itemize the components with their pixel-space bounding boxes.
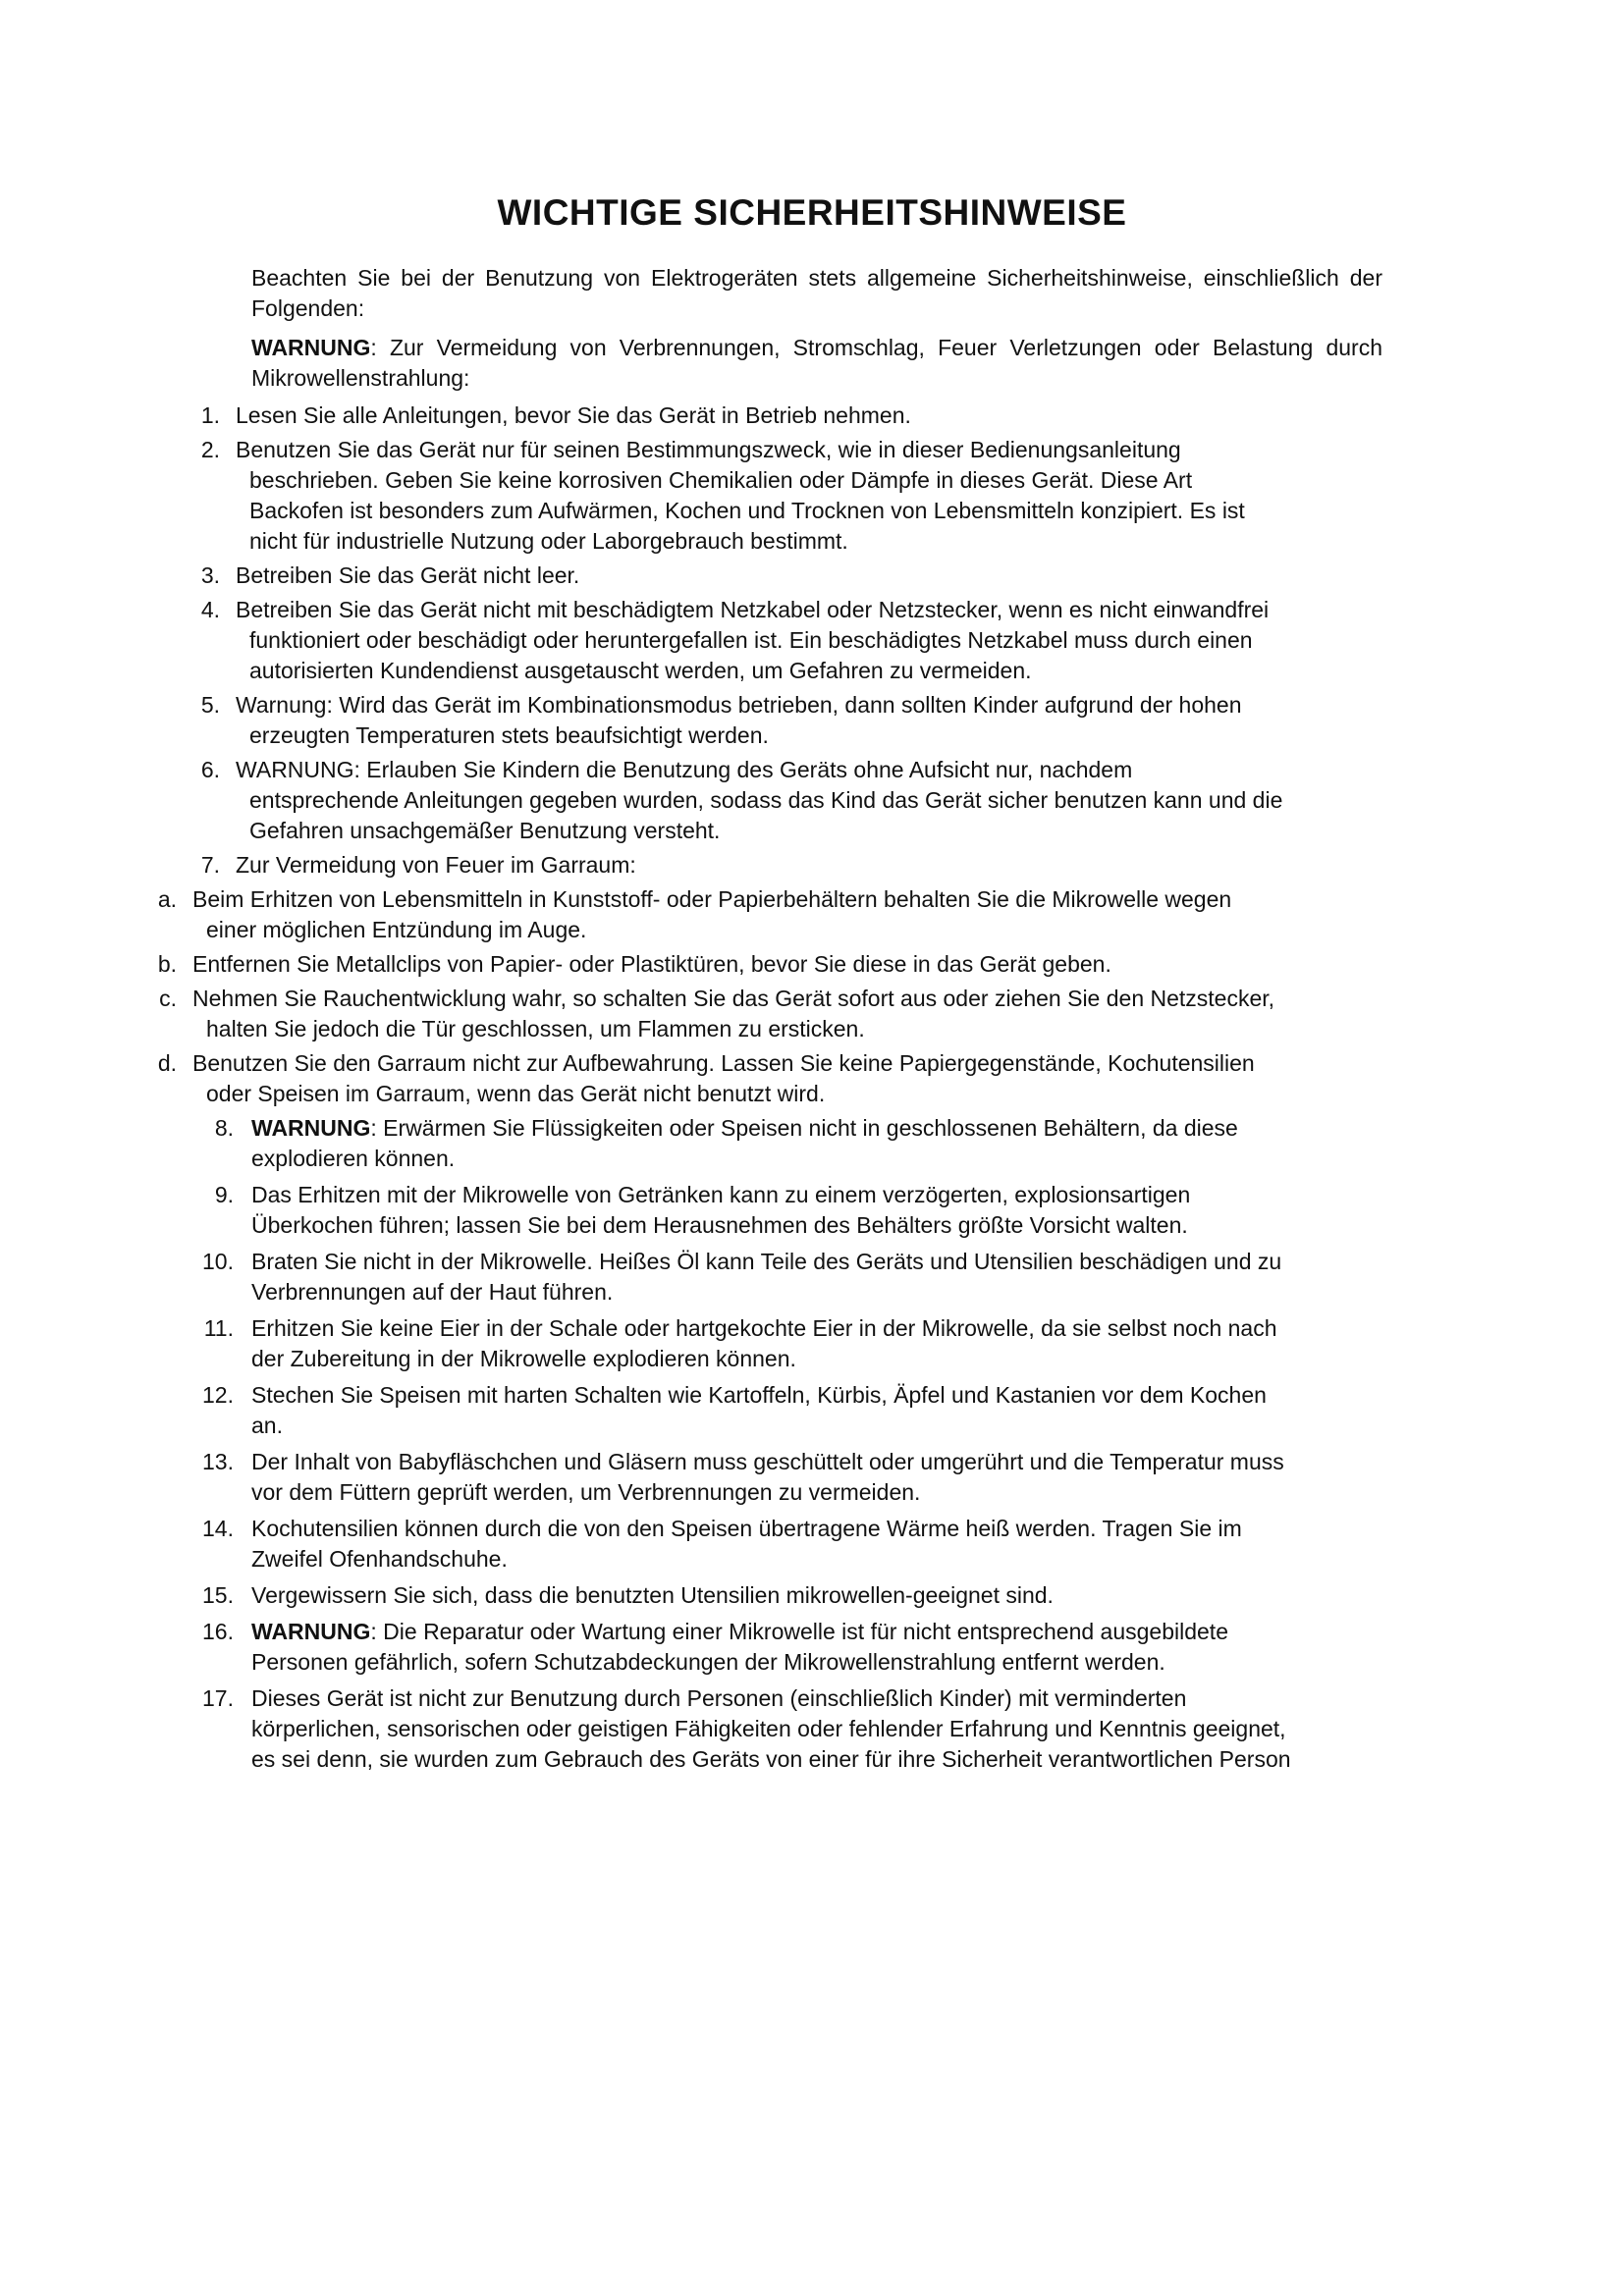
warning-label: WARNUNG: [251, 1619, 371, 1644]
instruction-number: 12.: [202, 1382, 234, 1408]
instruction-line: [251, 1411, 283, 1441]
instruction-text: es sei denn, sie wurden zum Gebrauch des Geräts von einer für ihre Sicherheit verantwortlichen Person: [251, 1746, 1291, 1772]
instruction-text: Stechen Sie Speisen mit harten Schalten wie Kartoffeln, Kürbis, Äpfel und Kastanien vor dem Kochen: [251, 1382, 1267, 1408]
instruction-text: Betreiben Sie das Gerät nicht leer.: [236, 562, 580, 588]
instruction-line: [249, 465, 1192, 496]
instruction-text: Braten Sie nicht in der Mikrowelle. Heißes Öl kann Teile des Geräts und Utensilien beschädigen und zu: [251, 1249, 1282, 1274]
instruction-line: [251, 1144, 455, 1174]
instruction-line: [236, 850, 636, 881]
fire-prevention-number: a.: [157, 886, 177, 912]
fire-prevention-number: b.: [157, 951, 177, 977]
instruction-line: [249, 625, 1253, 656]
warning-text: : Zur Vermeidung von Verbrennungen, Stromschlag, Feuer Verletzungen oder Belastung durch Mikrowellenstrahlung:: [251, 335, 1382, 391]
instruction-number: 4.: [200, 597, 220, 622]
instruction-line: [251, 1113, 1238, 1144]
instruction-text: WARNUNG: Erlauben Sie Kindern die Benutzung des Geräts ohne Aufsicht nur, nachdem: [236, 757, 1133, 782]
instruction-number: 8.: [214, 1115, 234, 1141]
instruction-text: Vergewissern Sie sich, dass die benutzten Utensilien mikrowellen-geeignet sind.: [251, 1582, 1054, 1608]
instruction-line: [249, 816, 720, 846]
instruction-number: 5.: [200, 692, 220, 718]
instruction-text: Warnung: Wird das Gerät im Kombinationsmodus betrieben, dann sollten Kinder aufgrund der hohen: [236, 692, 1242, 718]
instruction-text: Lesen Sie alle Anleitungen, bevor Sie das Gerät in Betrieb nehmen.: [236, 402, 911, 428]
instruction-line: [236, 400, 911, 431]
instruction-line: [236, 690, 1242, 721]
instruction-number: 2.: [200, 437, 220, 462]
instruction-line: [236, 595, 1269, 625]
instruction-number: 3.: [200, 562, 220, 588]
fire-prevention-text: Benutzen Sie den Garraum nicht zur Aufbewahrung. Lassen Sie keine Papiergegenstände, Kochutensilien: [192, 1050, 1255, 1076]
instruction-text: entsprechende Anleitungen gegeben wurden, sodass das Kind das Gerät sicher benutzen kann und die: [249, 787, 1283, 813]
instruction-text: funktioniert oder beschädigt oder heruntergefallen ist. Ein beschädigtes Netzkabel muss durch einen: [249, 627, 1253, 653]
fire-prevention-line: [192, 949, 1111, 980]
instruction-line: [251, 1210, 1188, 1241]
instruction-number: 7.: [200, 852, 220, 878]
intro-paragraph: Beachten Sie bei der Benutzung von Elektrogeräten stets allgemeine Sicherheitshinweise, einschließlich der Folgenden:: [251, 265, 1382, 321]
instruction-line: [251, 1380, 1267, 1411]
instruction-text: Kochutensilien können durch die von den Speisen übertragene Wärme heiß werden. Tragen Sie im: [251, 1516, 1242, 1541]
instruction-line: [251, 1580, 1054, 1611]
instruction-number: 6.: [200, 757, 220, 782]
instruction-number: 13.: [202, 1449, 234, 1474]
instruction-line: [251, 1714, 1286, 1744]
instruction-text: Dieses Gerät ist nicht zur Benutzung durch Personen (einschließlich Kinder) mit verminderten: [251, 1685, 1187, 1711]
instruction-line: [251, 1247, 1281, 1277]
fire-prevention-text: Beim Erhitzen von Lebensmitteln in Kunststoff- oder Papierbehältern behalten Sie die Mikrowelle wegen: [192, 886, 1232, 912]
fire-prevention-number: c.: [159, 986, 177, 1011]
page-title: WICHTIGE SICHERHEITSHINWEISE: [497, 192, 1127, 233]
fire-prevention-line: [206, 915, 586, 945]
fire-prevention-line: [192, 884, 1231, 915]
instruction-text: autorisierten Kundendienst ausgetauscht werden, um Gefahren zu vermeiden.: [249, 658, 1032, 683]
instruction-text: vor dem Füttern geprüft werden, um Verbrennungen zu vermeiden.: [251, 1479, 921, 1505]
instruction-line: [236, 561, 579, 591]
instruction-line: [251, 1647, 1165, 1678]
instruction-line: [236, 435, 1181, 465]
instruction-text: körperlichen, sensorischen oder geistigen Fähigkeiten oder fehlender Erfahrung und Kenntnis geeignet,: [251, 1716, 1286, 1741]
instruction-line: [249, 785, 1282, 816]
instruction-number: 14.: [202, 1516, 234, 1541]
instruction-text: nicht für industrielle Nutzung oder Laborgebrauch bestimmt.: [249, 528, 848, 554]
instruction-line: [249, 496, 1245, 526]
instruction-line: [251, 1180, 1190, 1210]
instruction-text: beschrieben. Geben Sie keine korrosiven Chemikalien oder Dämpfe in dieses Gerät. Diese Art: [249, 467, 1193, 493]
instruction-text: : Die Reparatur oder Wartung einer Mikrowelle ist für nicht entsprechend ausgebildete: [370, 1619, 1228, 1644]
instruction-text: Erhitzen Sie keine Eier in der Schale oder hartgekochte Eier in der Mikrowelle, da sie selbst noch nach: [251, 1315, 1277, 1341]
instruction-number: 11.: [203, 1315, 234, 1341]
instruction-text: Backofen ist besonders zum Aufwärmen, Kochen und Trocknen von Lebensmitteln konzipiert. Es ist: [249, 498, 1245, 523]
instruction-text: an.: [251, 1413, 283, 1438]
instruction-text: Personen gefährlich, sofern Schutzabdeckungen der Mikrowellenstrahlung entfernt werden.: [251, 1649, 1165, 1675]
instruction-line: [251, 1477, 920, 1508]
instruction-line: [251, 1514, 1242, 1544]
instruction-number: 10.: [202, 1249, 234, 1274]
instruction-line: [251, 1683, 1186, 1714]
instruction-text: Überkochen führen; lassen Sie bei dem Herausnehmen des Behälters größte Vorsicht walten.: [251, 1212, 1188, 1238]
instruction-line: [251, 1447, 1284, 1477]
fire-prevention-text: Nehmen Sie Rauchentwicklung wahr, so schalten Sie das Gerät sofort aus oder ziehen Sie den Netzstecker,: [192, 986, 1275, 1011]
fire-prevention-line: [206, 1014, 865, 1044]
instruction-line: [249, 721, 769, 751]
instruction-text: explodieren können.: [251, 1146, 456, 1171]
instruction-text: Der Inhalt von Babyfläschchen und Gläsern muss geschüttelt oder umgerührt und die Temperatur muss: [251, 1449, 1284, 1474]
instruction-text: Gefahren unsachgemäßer Benutzung versteht.: [249, 818, 721, 843]
instruction-text: Zur Vermeidung von Feuer im Garraum:: [236, 852, 636, 878]
instruction-text: : Erwärmen Sie Flüssigkeiten oder Speisen nicht in geschlossenen Behältern, da diese: [370, 1115, 1238, 1141]
instruction-line: [236, 755, 1132, 785]
instruction-number: 16.: [202, 1619, 234, 1644]
fire-prevention-text: halten Sie jedoch die Tür geschlossen, um Flammen zu ersticken.: [206, 1016, 865, 1041]
instruction-text: der Zubereitung in der Mikrowelle explodieren können.: [251, 1346, 796, 1371]
instruction-text: Verbrennungen auf der Haut führen.: [251, 1279, 614, 1305]
instruction-line: [251, 1617, 1228, 1647]
instruction-number: 15.: [202, 1582, 234, 1608]
fire-prevention-text: einer möglichen Entzündung im Auge.: [206, 917, 587, 942]
instruction-number: 9.: [214, 1182, 234, 1207]
warning-label: WARNUNG: [251, 335, 371, 360]
instruction-line: [251, 1744, 1291, 1775]
instruction-line: [251, 1544, 508, 1575]
instruction-text: erzeugten Temperaturen stets beaufsichtigt werden.: [249, 722, 769, 748]
fire-prevention-line: [192, 984, 1274, 1014]
instruction-line: [251, 1277, 613, 1308]
instruction-text: Das Erhitzen mit der Mikrowelle von Getränken kann zu einem verzögerten, explosionsartigen: [251, 1182, 1191, 1207]
instruction-text: Betreiben Sie das Gerät nicht mit beschädigtem Netzkabel oder Netzstecker, wenn es nicht einwandfrei: [236, 597, 1270, 622]
warning-paragraph: [251, 333, 1382, 394]
fire-prevention-number: d.: [157, 1050, 177, 1076]
instruction-line: [249, 656, 1032, 686]
instruction-line: [251, 1313, 1277, 1344]
instruction-number: 17.: [202, 1685, 234, 1711]
fire-prevention-line: [192, 1048, 1255, 1079]
fire-prevention-line: [206, 1079, 825, 1109]
fire-prevention-text: Entfernen Sie Metallclips von Papier- oder Plastiktüren, bevor Sie diese in das Gerät geben.: [192, 951, 1111, 977]
instruction-line: [251, 1344, 796, 1374]
instruction-text: Zweifel Ofenhandschuhe.: [251, 1546, 508, 1572]
fire-prevention-text: oder Speisen im Garraum, wenn das Gerät nicht benutzt wird.: [206, 1081, 826, 1106]
instruction-line: [249, 526, 848, 557]
warning-label: WARNUNG: [251, 1115, 371, 1141]
instruction-text: Benutzen Sie das Gerät nur für seinen Bestimmungszweck, wie in dieser Bedienungsanleitung: [236, 437, 1181, 462]
instruction-number: 1.: [200, 402, 220, 428]
